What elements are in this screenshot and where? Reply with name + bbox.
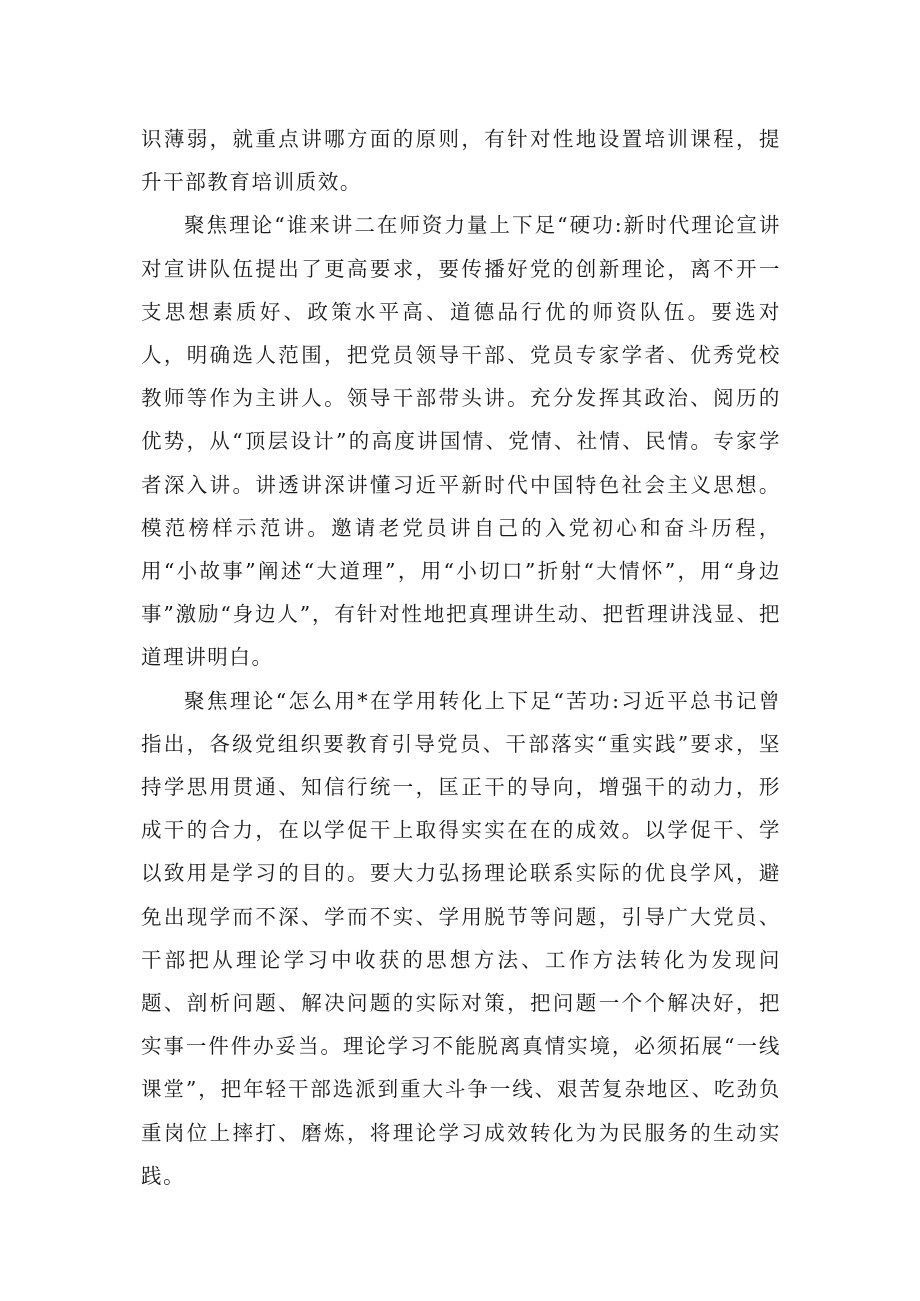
paragraph-learning-application: 聚焦理论“怎么用*在学用转化上下足“苦功:习近平总书记曾指出，各级党组织要教育引导党员、干部落实“重实践”要求，坚持学思用贯通、知信行统一，匡正干的导向，增强干的动力，形成干的合力，在以学促干上取得实实在在的成效。以学促干、学以致用是学习的目的。要大力弘扬理论联系实际的优良学风，避免出现学而不深、学而不实、学用脱节等问题，引导广大党员、干部把从理论学习中收获的思想方法、工作方法转化为发现问题、剖析问题、解决问题的实际对策，把问题一个个解决好，把实事一件件办妥当。理论学习不能脱离真情实境，必须拓展“一线课堂”，把年轻干部选派到重大斗争一线、艰苦复杂地区、吃劲负重岗位上摔打、磨炼，将理论学习成效转化为为民服务的生动实践。 [141, 688, 781, 1188]
paragraph-teaching-staff: 聚焦理论“谁来讲二在师资力量上下足“硬功:新时代理论宣讲对宣讲队伍提出了更高要求，要传播好党的创新理论，离不开一支思想素质好、政策水平高、道德品行优的师资队伍。要选对人，明确选人范围，把党员领导干部、党员专家学者、优秀党校教师等作为主讲人。领导干部带头讲。充分发挥其政治、阅历的优势，从“顶层设计”的高度讲国情、党情、社情、民情。专家学者深入讲。讲透讲深讲懂习近平新时代中国特色社会主义思想。模范榜样示范讲。邀请老党员讲自己的入党初心和奋斗历程，用“小故事”阐述“大道理”，用“小切口”折射“大情怀”，用“身边事”激励“身边人”，有针对性地把真理讲生动、把哲理讲浅显、把道理讲明白。 [141, 213, 781, 670]
paragraph-continuation: 识薄弱，就重点讲哪方面的原则，有针对性地设置培训课程，提升干部教育培训质效。 [141, 127, 781, 195]
document-body [141, 118, 781, 1198]
